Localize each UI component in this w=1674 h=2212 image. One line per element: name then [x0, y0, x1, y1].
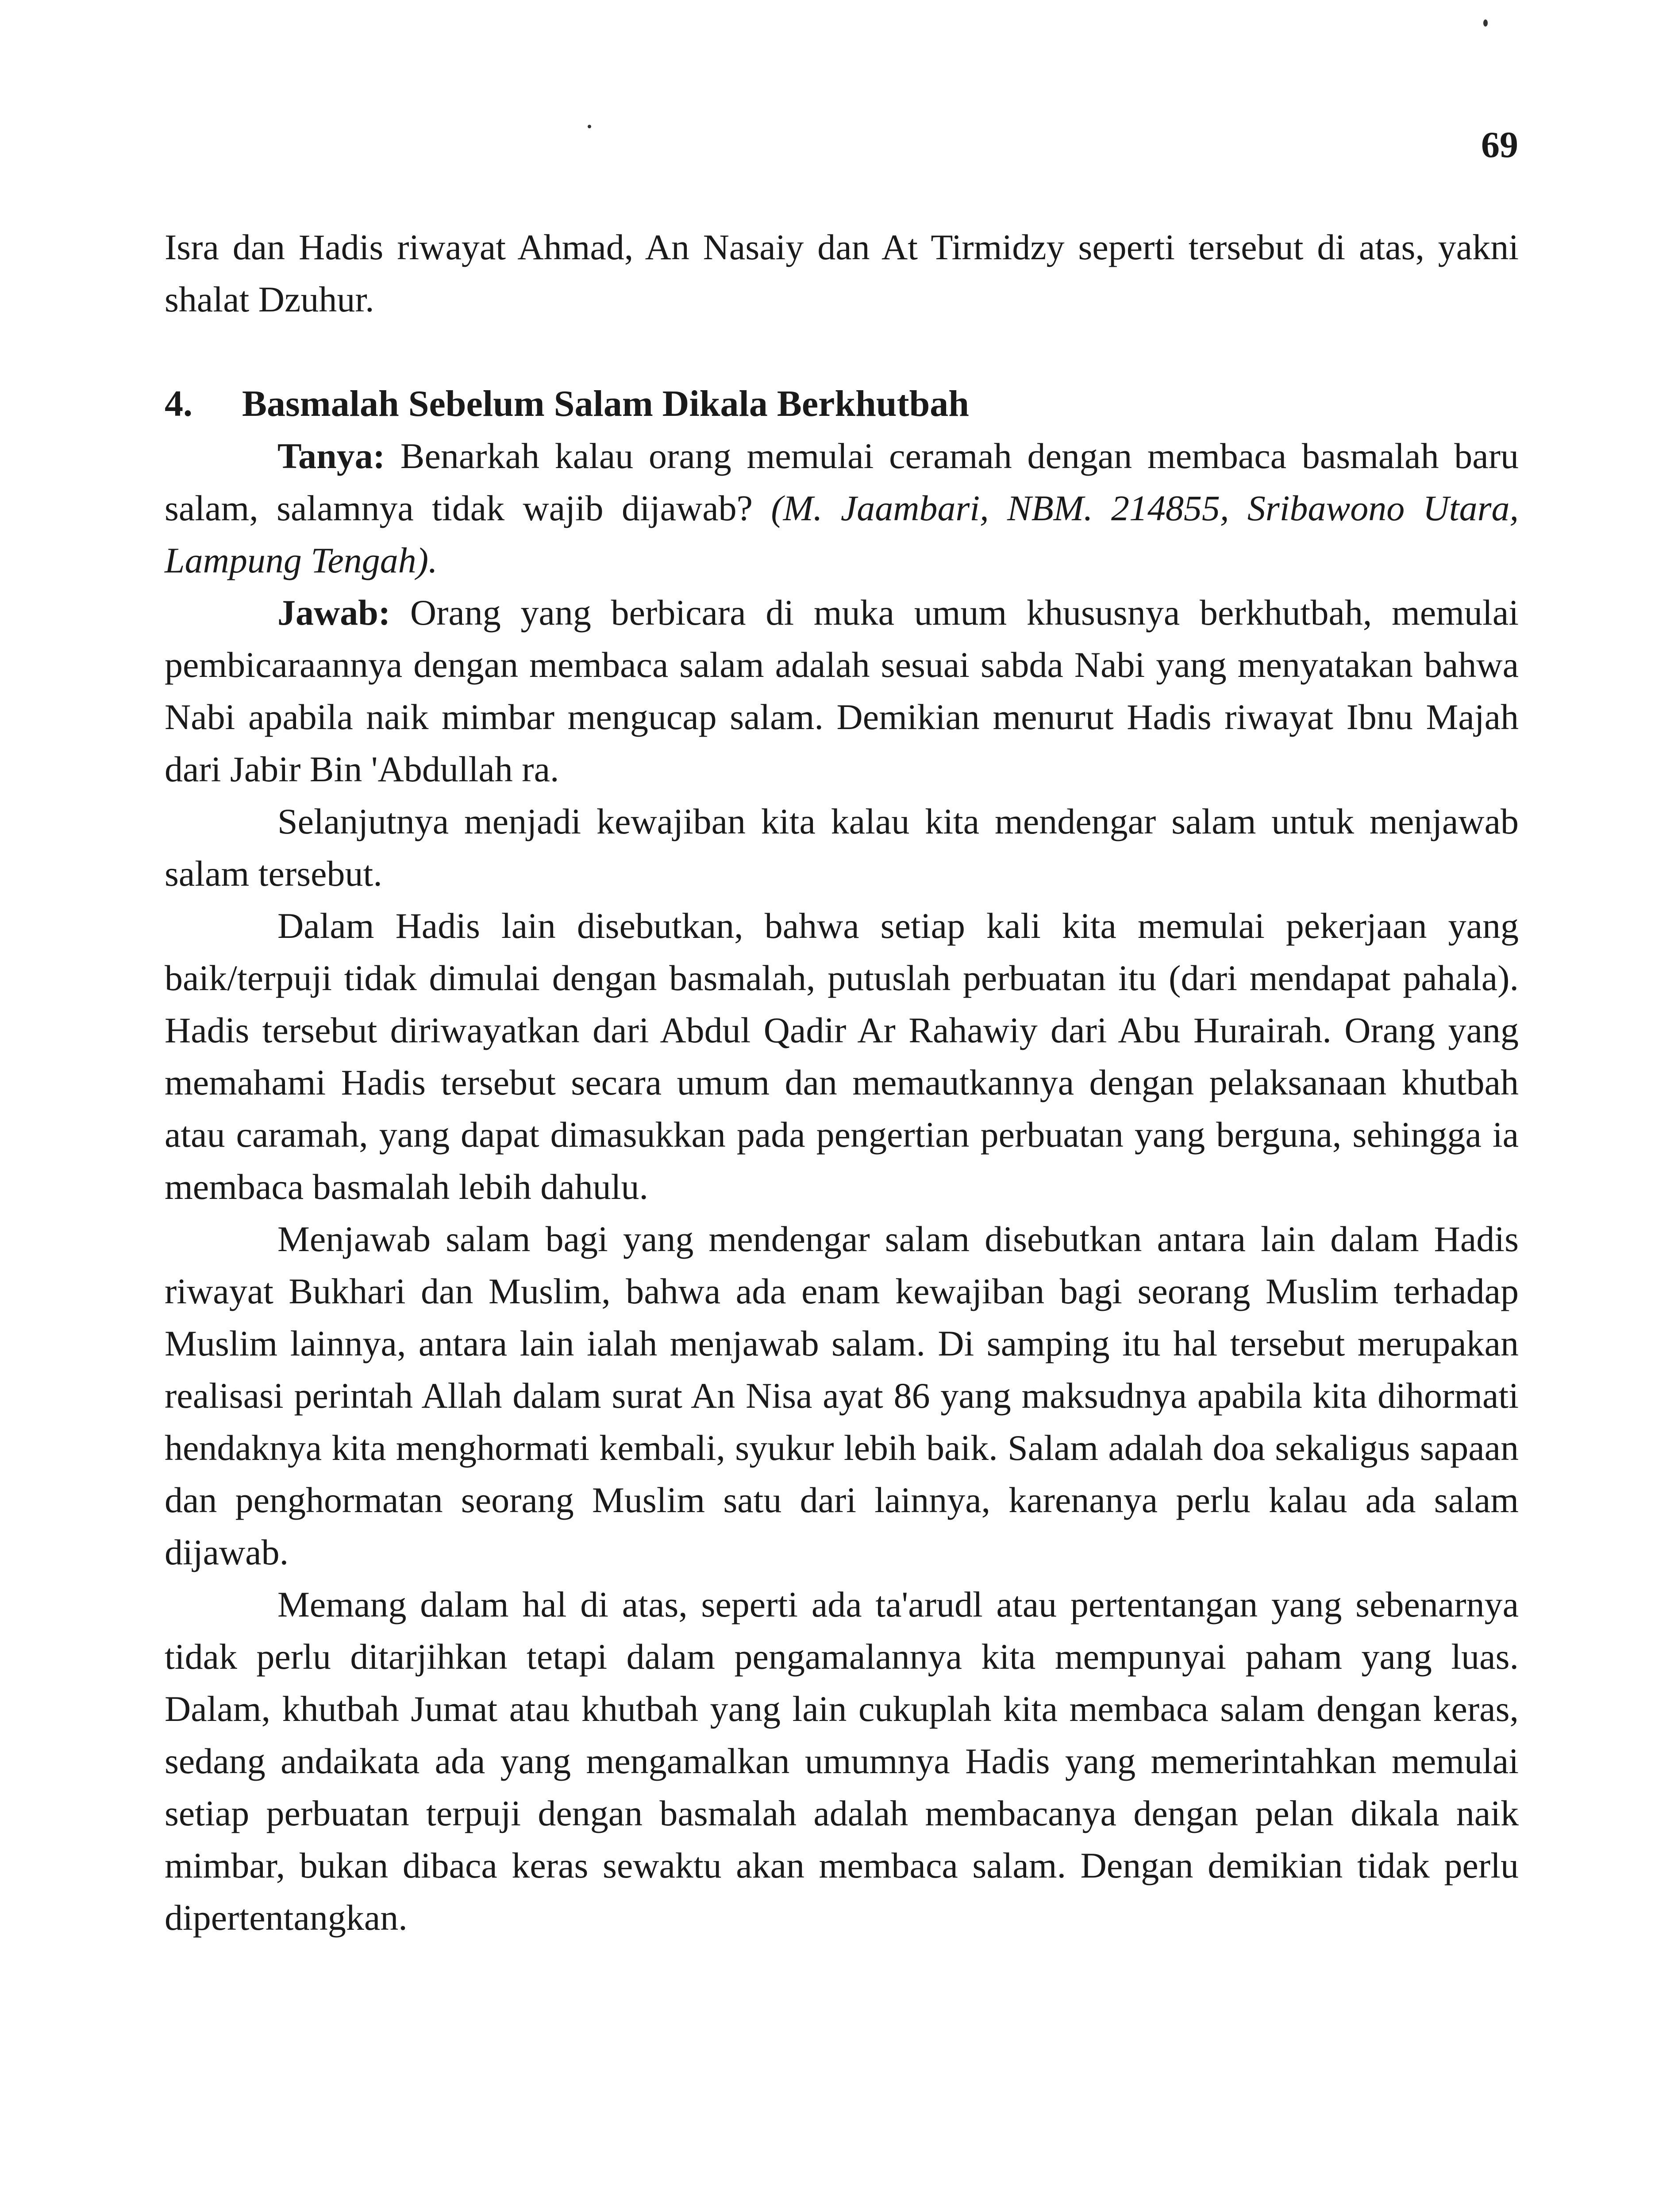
intro-paragraph: Isra dan Hadis riwayat Ahmad, An Nasaiy dan At Tirmidzy seperti tersebut di atas, yakni shalat Dzuhur. — [165, 227, 1519, 319]
answer-paragraph — [165, 587, 1519, 795]
body-paragraph: Dalam Hadis lain disebutkan, bahwa setiap kali kita memulai pekerjaan yang baik/terpuji tidak dimulai dengan basmalah, putuslah perbuatan itu (dari mendapat pahala). Hadis tersebut diriwayatkan dari Abdul Qadir Ar Rahawiy dari Abu Hurairah. Orang yang memahami Hadis tersebut secara umum dan memautkannya dengan pelaksanaan khutbah atau caramah, yang dapat dimasukkan pada pengertian perbuatan yang berguna, sehingga ia membaca basmalah lebih dahulu. — [165, 906, 1519, 1207]
question-citation: (M. Jaambari, NBM. 214855, Sribawono Utara, Lampung Tengah). — [165, 488, 1519, 580]
question-paragraph — [165, 430, 1519, 587]
answer-text: Orang yang berbicara di muka umum khususnya berkhutbah, memulai pembicaraannya dengan membaca salam adalah sesuai sabda Nabi yang menyatakan bahwa Nabi apabila naik mimbar mengucap salam. Demikian menurut Hadis riwayat Ibnu Majah dari Jabir Bin 'Abdullah ra. — [165, 592, 1519, 789]
page-content — [165, 221, 1519, 1944]
section-number: 4. — [165, 383, 192, 424]
scan-speck — [588, 125, 591, 128]
section-heading — [165, 378, 1519, 430]
question-label: Tanya: — [277, 436, 385, 476]
section-title: Basmalah Sebelum Salam Dikala Berkhutbah — [242, 383, 970, 424]
page-number: 69 — [1481, 124, 1518, 165]
body-paragraph: Selanjutnya menjadi kewajiban kita kalau kita mendengar salam untuk menjawab salam tersebut. — [165, 801, 1519, 894]
body-paragraph: Menjawab salam bagi yang mendengar salam disebutkan antara lain dalam Hadis riwayat Bukhari dan Muslim, bahwa ada enam kewajiban bagi seorang Muslim terhadap Muslim lainnya, antara lain ialah menjawab salam. Di samping itu hal tersebut merupakan realisasi perintah Allah dalam surat An Nisa ayat 86 yang maksudnya apabila kita dihormati hendaknya kita menghormati kembali, syukur lebih baik. Salam adalah doa sekaligus sapaan dan penghormatan seorang Muslim satu dari lainnya, karenanya perlu kalau ada salam dijawab. — [165, 1219, 1519, 1572]
scan-speck — [1483, 19, 1488, 27]
answer-label: Jawab: — [277, 592, 391, 633]
body-paragraph: Memang dalam hal di atas, seperti ada ta'arudl atau pertentangan yang sebenarnya tidak perlu ditarjihkan tetapi dalam pengamalannya kita mempunyai paham yang luas. Dalam, khutbah Jumat atau khutbah yang lain cukuplah kita membaca salam dengan keras, sedang andaikata ada yang mengamalkan umumnya Hadis yang memerintahkan memulai setiap perbuatan terpuji dengan basmalah adalah membacanya dengan pelan dikala naik mimbar, bukan dibaca keras sewaktu akan membaca salam. Dengan demikian tidak perlu dipertentangkan. — [165, 1584, 1519, 1938]
question-text: Benarkah kalau orang memulai ceramah dengan membaca basmalah baru salam, salamnya tidak wajib dijawab? — [165, 436, 1519, 528]
